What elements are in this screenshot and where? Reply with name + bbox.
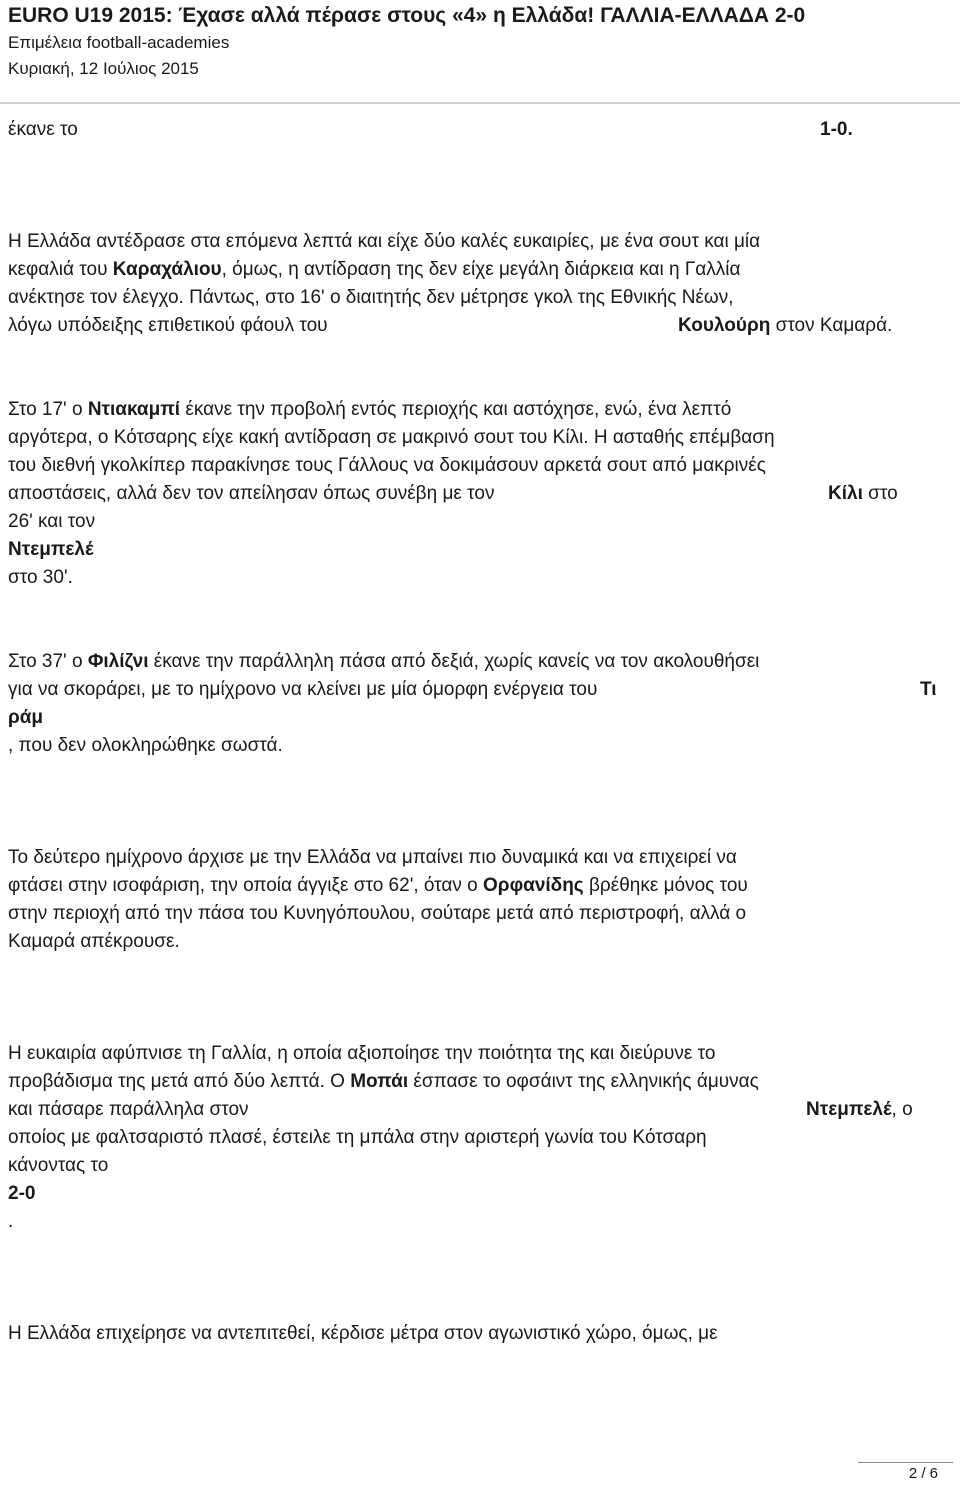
player-name: Φιλίζνι (87, 651, 149, 672)
text-line (8, 256, 953, 284)
text-line: , που δεν ολοκληρώθηκε σωστά. (8, 735, 283, 756)
text: , όμως, η αντίδραση της δεν είχε μεγάλη διάρκεια και η Γαλλία (221, 259, 741, 280)
text: , ο (891, 1099, 913, 1120)
paragraph-2 (8, 228, 953, 340)
text-line: Η Ελλάδα επιχείρησε να αντεπιτεθεί, κέρδισε μέτρα στον αγωνιστικό χώρο, όμως, με (8, 1323, 718, 1344)
text-line: κάνοντας το (8, 1155, 109, 1176)
paragraph-7 (8, 1320, 953, 1348)
text-line: Η Ελλάδα αντέδρασε στα επόμενα λεπτά και είχε δύο καλές ευκαιρίες, με ένα σουτ και μία (8, 231, 761, 252)
player-name: Ντεμπελέ (8, 539, 94, 560)
player-name-part: ράμ (8, 707, 44, 728)
text: Στο 17' ο (8, 399, 88, 420)
text-line: στο 30'. (8, 567, 73, 588)
paragraph-3 (8, 396, 953, 592)
text-line (8, 676, 953, 704)
text-line: Καμαρά απέκρουσε. (8, 931, 180, 952)
text-line: στην περιοχή από την πάσα του Κυνηγόπουλου, σούταρε μετά από περιστροφή, αλλά ο (8, 903, 747, 924)
player-name-part: Τι (920, 679, 937, 700)
text: έκανε το (8, 119, 78, 140)
text-line (8, 1096, 953, 1124)
score-text: 2-0 (8, 1183, 36, 1204)
text: λόγω υπόδειξης επιθετικού φάουλ του (8, 315, 328, 336)
text-line (8, 648, 953, 676)
article-author: Επιμέλεια football-academies (8, 33, 230, 52)
footer-divider (858, 1462, 953, 1463)
text: κεφαλιά του (8, 259, 113, 280)
paragraph-4 (8, 648, 953, 760)
text-line (8, 312, 953, 340)
text-line: ανέκτησε τον έλεγχο. Πάντως, στο 16' ο διαιτητής δεν μέτρησε γκολ της Εθνικής Νέων, (8, 287, 734, 308)
text: και πάσαρε παράλληλα στον (8, 1099, 249, 1120)
page-number: 2 / 6 (908, 1465, 938, 1482)
article-title: EURO U19 2015: Έχασε αλλά πέρασε στους «4» η Ελλάδα! ΓΑΛΛΙΑ-ΕΛΛΑΔΑ 2-0 (8, 4, 806, 27)
text-tail (678, 312, 892, 340)
article-body (8, 116, 953, 1348)
player-name: Ορφανίδης (483, 875, 584, 896)
text-line: . (8, 1211, 14, 1232)
player-name: Ντεμπελέ (806, 1099, 892, 1120)
text: στον Καμαρά. (770, 315, 893, 336)
text-line: αργότερα, ο Κότσαρης είχε κακή αντίδραση σε μακρινό σουτ του Κίλι. Η ασταθής επέμβαση (8, 427, 775, 448)
text: έσπασε το οφσάιντ της ελληνικής άμυνας (408, 1071, 759, 1092)
header-divider (0, 102, 960, 104)
player-name: Καραχάλιου (112, 259, 222, 280)
paragraph-1 (8, 116, 953, 144)
text-line: του διεθνή γκολκίπερ παρακίνησε τους Γάλλους να δοκιμάσουν αρκετά σουτ από μακρινές (8, 455, 766, 476)
score-text: 1-0. (820, 119, 853, 140)
player-name: Κουλούρη (678, 315, 771, 336)
text: για να σκοράρει, με το ημίχρονο να κλείνει με μία όμορφη ενέργεια του (8, 679, 598, 700)
text-tail (828, 480, 898, 508)
text: αποστάσεις, αλλά δεν τον απείλησαν όπως συνέβη με τον (8, 483, 495, 504)
text-line (8, 396, 953, 424)
text-line: οποίος με φαλτσαριστό πλασέ, έστειλε τη μπάλα στην αριστερή γωνία του Κότσαρη (8, 1127, 707, 1148)
paragraph-6 (8, 1040, 953, 1236)
player-name: Ντιακαμπί (87, 399, 181, 420)
text: έκανε την προβολή εντός περιοχής και αστόχησε, ενώ, ένα λεπτό (180, 399, 732, 420)
text-line (8, 872, 953, 900)
player-name: Κίλι (828, 483, 863, 504)
text-line: 26' και τον (8, 511, 96, 532)
text-line (8, 1068, 953, 1096)
text-line (8, 480, 953, 508)
player-name: Μοπάι (350, 1071, 409, 1092)
text-tail (806, 1096, 913, 1124)
text: βρέθηκε μόνος του (583, 875, 748, 896)
text-line: Το δεύτερο ημίχρονο άρχισε με την Ελλάδα να μπαίνει πιο δυναμικά και να επιχειρεί να (8, 847, 737, 868)
text: έκανε την παράλληλη πάσα από δεξιά, χωρίς κανείς να τον ακολουθήσει (148, 651, 760, 672)
text: προβάδισμα της μετά από δύο λεπτά. Ο (8, 1071, 351, 1092)
text: στο (862, 483, 898, 504)
text: φτάσει στην ισοφάριση, την οποία άγγιξε στο 62', όταν ο (8, 875, 484, 896)
text: Στο 37' ο (8, 651, 88, 672)
text-line: Η ευκαιρία αφύπνισε τη Γαλλία, η οποία αξιοποίησε την ποιότητα της και διεύρυνε το (8, 1043, 716, 1064)
document-header (8, 0, 952, 82)
paragraph-5 (8, 844, 953, 956)
article-date: Κυριακή, 12 Ιούλιος 2015 (8, 59, 199, 78)
